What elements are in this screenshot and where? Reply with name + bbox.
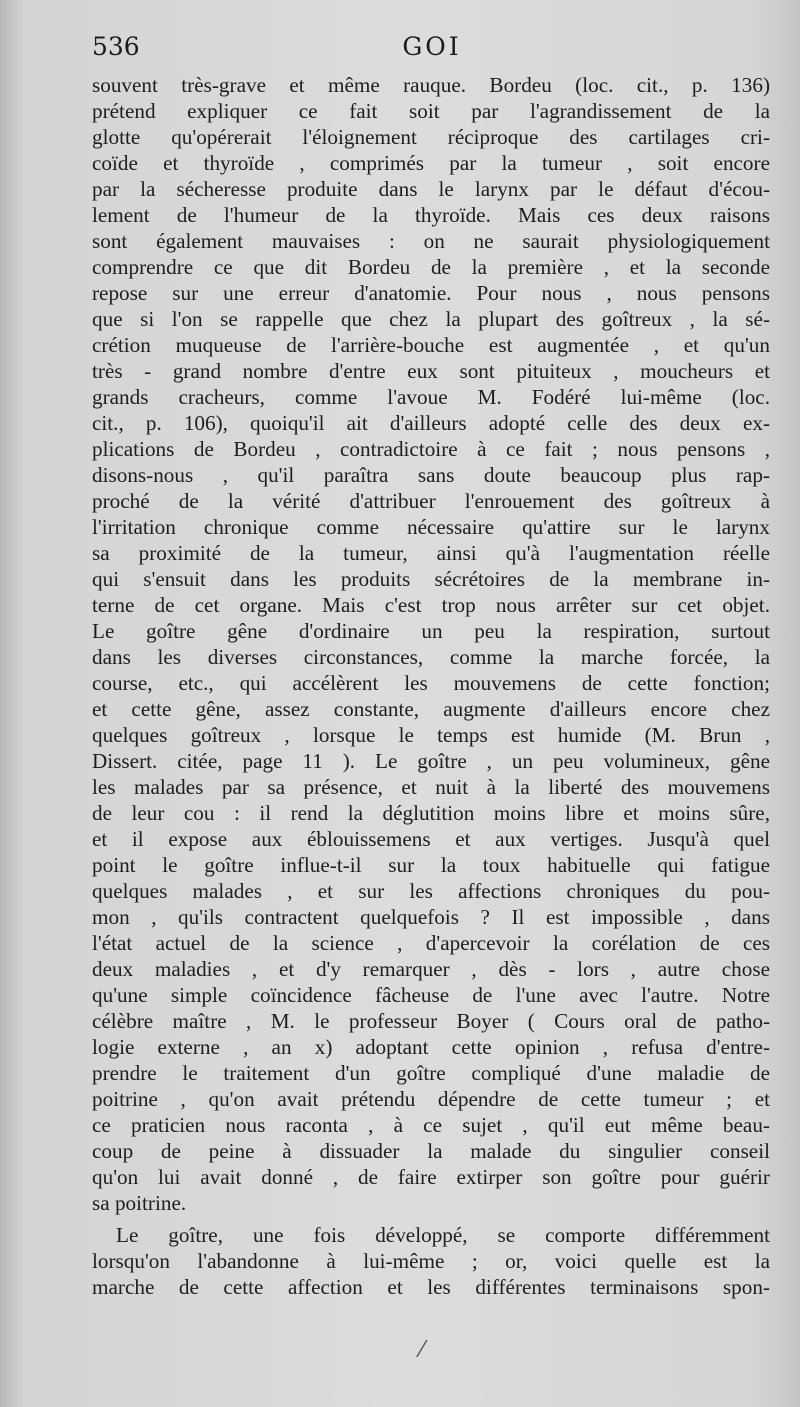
text-line: terne de cet organe. Mais c'est trop nous arrêter sur cet objet. [92,593,770,617]
text-line: repose sur une erreur d'anatomie. Pour nous , nous pensons [92,281,770,305]
text-line: dans les diverses circonstances, comme la marche forcée, la [92,645,770,669]
text-line: sa poitrine. [92,1191,187,1215]
text-line: crétion muqueuse de l'arrière-bouche est augmentée , et qu'un [92,333,770,357]
text-line: glotte qu'opérerait l'éloignement réciproque des cartilages cri- [92,125,770,149]
page-number: 536 [92,32,140,61]
text-line: et cette gêne, assez constante, augmente d'ailleurs encore chez [92,697,770,721]
text-line: qu'on lui avait donné , de faire extirper son goître pour guérir [92,1165,770,1189]
text-line: coup de peine à dissuader la malade du singulier conseil [92,1139,770,1163]
text-line: cit., p. 106), quoiqu'il ait d'ailleurs adopté celle des deux ex- [92,411,770,435]
text-line: lement de l'humeur de la thyroïde. Mais ces deux raisons [92,203,770,227]
page-header [92,32,772,66]
text-line: quelques goîtreux , lorsque le temps est humide (M. Brun , [92,723,770,747]
text-line: poitrine , qu'on avait prétendu dépendre de cette tumeur ; et [92,1087,770,1111]
text-line: par la sécheresse produite dans le larynx par le défaut d'écou- [92,177,770,201]
text-line: prendre le traitement d'un goître compliqué d'une maladie de [92,1061,770,1085]
text-line: Dissert. citée, page 11 ). Le goître , un peu volumineux, gêne [92,749,770,773]
text-line: mon , qu'ils contractent quelquefois ? Il est impossible , dans [92,905,770,929]
text-line: Le goître, une fois développé, se comporte différemment [116,1223,770,1247]
text-line: l'état actuel de la science , d'apercevoir la corélation de ces [92,931,770,955]
text-line: plications de Bordeu , contradictoire à ce fait ; nous pensons , [92,437,770,461]
text-line: l'irritation chronique comme nécessaire qu'attire sur le larynx [92,515,770,539]
text-line: qu'une simple coïncidence fâcheuse de l'une avec l'autre. Notre [92,983,770,1007]
text-line: très - grand nombre d'entre eux sont pituiteux , moucheurs et [92,359,770,383]
text-line: logie externe , an x) adoptant cette opinion , refusa d'entre- [92,1035,770,1059]
text-line: comprendre ce que dit Bordeu de la première , et la seconde [92,255,770,279]
running-head: GOI [402,32,462,61]
text-line: prétend expliquer ce fait soit par l'agrandissement de la [92,99,770,123]
body-text [92,72,770,1300]
text-line: course, etc., qui accélèrent les mouvemens de cette fonction; [92,671,770,695]
text-line: qui s'ensuit dans les produits sécrétoires de la membrane in- [92,567,770,591]
text-line: point le goître influe-t-il sur la toux habituelle qui fatigue [92,853,770,877]
text-line: de leur cou : il rend la déglutition moins libre et moins sûre, [92,801,770,825]
text-line: marche de cette affection et les différentes terminaisons spon- [92,1275,770,1299]
text-line: disons-nous , qu'il paraîtra sans doute beaucoup plus rap- [92,463,770,487]
text-line: sa proximité de la tumeur, ainsi qu'à l'augmentation réelle [92,541,770,565]
text-line: souvent très-grave et même rauque. Bordeu (loc. cit., p. 136) [92,73,770,97]
stray-ink-mark: ⁄ [420,1338,424,1363]
text-line: coïde et thyroïde , comprimés par la tumeur , soit encore [92,151,770,175]
text-line: célèbre maître , M. le professeur Boyer ( Cours oral de patho- [92,1009,770,1033]
text-line: Le goître gêne d'ordinaire un peu la respiration, surtout [92,619,770,643]
text-line: que si l'on se rappelle que chez la plupart des goîtreux , la sé- [92,307,770,331]
text-line: proché de la vérité d'attribuer l'enrouement des goîtreux à [92,489,770,513]
text-line: grands cracheurs, comme l'avoue M. Fodéré lui-même (loc. [92,385,770,409]
text-line: et il expose aux éblouissemens et aux vertiges. Jusqu'à quel [92,827,770,851]
text-line: ce praticien nous raconta , à ce sujet , qu'il eut même beau- [92,1113,770,1137]
text-line: lorsqu'on l'abandonne à lui-même ; or, voici quelle est la [92,1249,770,1273]
text-line: deux maladies , et d'y remarquer , dès - lors , autre chose [92,957,770,981]
text-line: quelques malades , et sur les affections chroniques du pou- [92,879,770,903]
text-line: sont également mauvaises : on ne saurait physiologiquement [92,229,770,253]
text-line: les malades par sa présence, et nuit à la liberté des mouvemens [92,775,770,799]
